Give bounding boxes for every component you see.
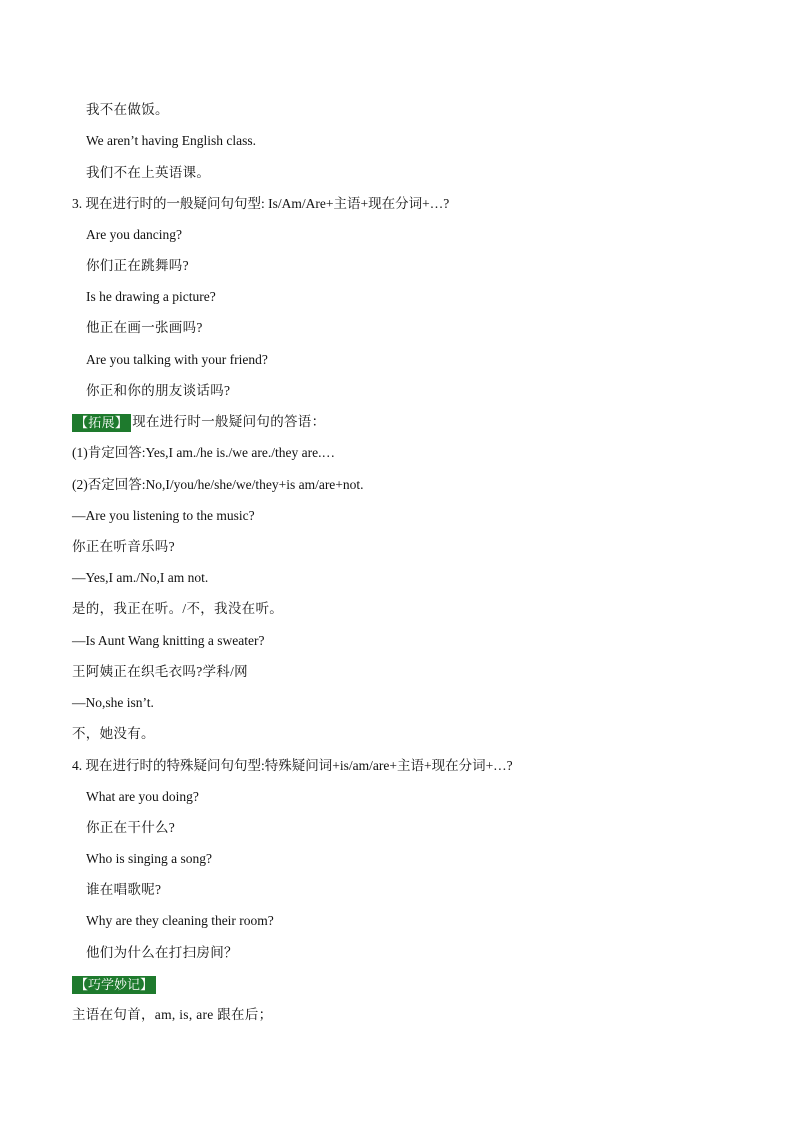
text-line: Is he drawing a picture? — [86, 289, 216, 304]
text-line: 是的，我正在听。/不，我没在听。 — [72, 601, 284, 616]
text-line: —No,she isn’t. — [72, 695, 154, 710]
text-line: 不，她没有。 — [72, 726, 155, 741]
text-line: Why are they cleaning their room? — [86, 913, 274, 928]
text-line: 你们正在跳舞吗? — [86, 258, 189, 273]
text-line: —Are you listening to the music? — [72, 508, 255, 523]
text-line: 他们为什么在打扫房间？ — [86, 945, 238, 960]
text-line: (1)肯定回答:Yes,I am./he is./we are./they are.… — [72, 445, 335, 460]
text-span: 现在进行时一般疑问句的答语： — [132, 414, 326, 429]
mnemonic-line — [72, 974, 157, 994]
extension-line — [72, 412, 325, 432]
text-line: (2)否定回答:No,I/you/he/she/we/they+is am/are+not. — [72, 477, 364, 492]
text-line: 我不在做饭。 — [86, 102, 169, 117]
mnemonic-tag: 【巧学妙记】 — [72, 976, 156, 994]
text-line: Are you talking with your friend? — [86, 352, 268, 367]
text-line: 王阿姨正在织毛衣吗?学科/网 — [72, 664, 248, 679]
text-line: Are you dancing? — [86, 227, 182, 242]
text-line: 他正在画一张画吗? — [86, 320, 203, 335]
text-line: —Yes,I am./No,I am not. — [72, 570, 209, 585]
text-line: We aren’t having English class. — [86, 133, 256, 148]
text-line: 你正在干什么? — [86, 820, 176, 835]
text-line: What are you doing? — [86, 789, 199, 804]
text-line: 你正在听音乐吗? — [72, 539, 175, 554]
text-line: Who is singing a song? — [86, 851, 212, 866]
section-heading: 4. 现在进行时的特殊疑问句句型:特殊疑问词+is/am/are+主语+现在分词+…? — [72, 758, 513, 773]
text-line: —Is Aunt Wang knitting a sweater? — [72, 633, 265, 648]
text-line: 我们不在上英语课。 — [86, 165, 211, 180]
text-line: 你正和你的朋友谈话吗? — [86, 383, 231, 398]
section-heading: 3. 现在进行时的一般疑问句句型: Is/Am/Are+主语+现在分词+…? — [72, 196, 450, 211]
text-line: 主语在句首，am, is, are 跟在后； — [72, 1007, 273, 1022]
text-line: 谁在唱歌呢? — [86, 882, 162, 897]
extension-tag: 【拓展】 — [72, 414, 131, 432]
